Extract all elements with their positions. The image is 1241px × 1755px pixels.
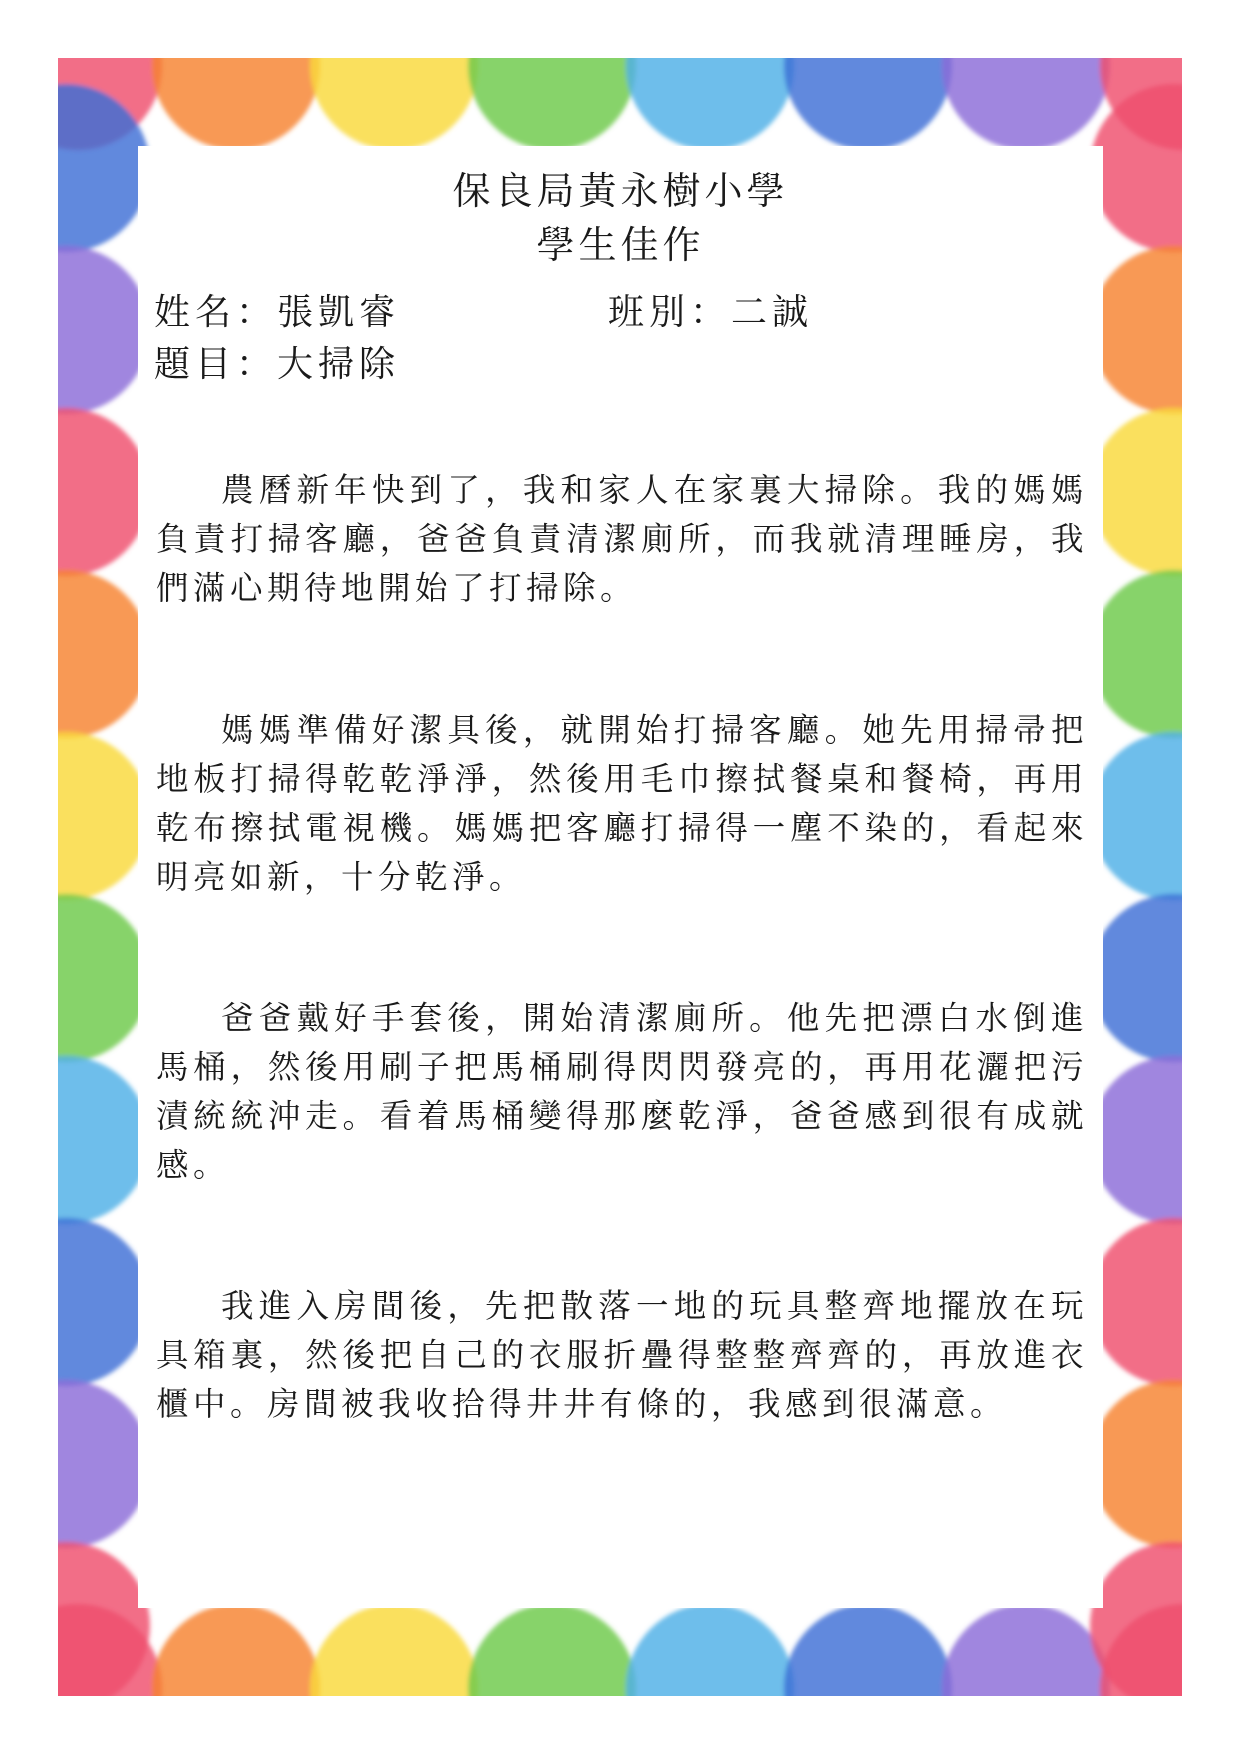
border-circle-top [468, 58, 636, 150]
page-subtitle: 學生佳作 [536, 223, 705, 267]
border-circle-bottom [626, 1604, 794, 1696]
border-circle-right [1090, 408, 1182, 576]
student-class: 班別：二誠 [608, 292, 814, 333]
border-circle-bottom [152, 1604, 320, 1696]
border-circle-left [58, 1218, 150, 1386]
border-circle-right [1090, 570, 1182, 738]
essay-paragraph-4: 我進入房間後，先把散落一地的玩具整齊地擺放在玩具箱裏，然後把自己的衣服折疊得整整齊齊的，再放進衣櫃中。房間被我收拾得井井有條的，我感到很滿意。 [156, 1287, 1088, 1423]
content-paper [138, 146, 1103, 1608]
border-circle-bottom [468, 1604, 636, 1696]
border-circle-right [1090, 1380, 1182, 1548]
border-circle-bottom [310, 1604, 478, 1696]
border-circle-top [626, 58, 794, 150]
essay-topic: 題目：大掃除 [154, 344, 401, 385]
border-circle-left [58, 1380, 150, 1548]
border-circle-right [1090, 894, 1182, 1062]
border-circle-right [1090, 246, 1182, 414]
essay-paragraph-2: 媽媽準備好潔具後，就開始打掃客廳。她先用掃帚把地板打掃得乾乾淨淨，然後用毛巾擦拭餐桌和餐椅，再用乾布擦拭電視機。媽媽把客廳打掃得一塵不染的，看起來明亮如新，十分乾淨。 [156, 711, 1088, 896]
border-circle-top [310, 58, 478, 150]
border-circle-left [58, 1056, 150, 1224]
border-circle-left [58, 732, 150, 900]
border-circle-right [1090, 84, 1182, 252]
border-circle-right [1090, 1056, 1182, 1224]
border-circle-left [58, 246, 150, 414]
border-circle-left [58, 894, 150, 1062]
border-circle-top [152, 58, 320, 150]
student-name: 姓名：張凱睿 [154, 292, 401, 333]
essay-paragraph-1: 農曆新年快到了，我和家人在家裏大掃除。我的媽媽負責打掃客廳，爸爸負責清潔廁所，而我就清理睡房，我們滿心期待地開始了打掃除。 [156, 471, 1088, 607]
border-circle-bottom [942, 1604, 1110, 1696]
border-circle-left [58, 570, 150, 738]
border-circle-right [1090, 1218, 1182, 1386]
border-circle-bottom [784, 1604, 952, 1696]
border-circle-top [942, 58, 1110, 150]
border-circle-right [1090, 732, 1182, 900]
border-circle-left [58, 408, 150, 576]
border-circle-top [784, 58, 952, 150]
school-name: 保良局黃永樹小學 [452, 169, 789, 213]
essay-paragraph-3: 爸爸戴好手套後，開始清潔廁所。他先把漂白水倒進馬桶，然後用刷子把馬桶刷得閃閃發亮的，再用花灑把污漬統統沖走。看着馬桶變得那麼乾淨，爸爸感到很有成就感。 [156, 999, 1088, 1184]
